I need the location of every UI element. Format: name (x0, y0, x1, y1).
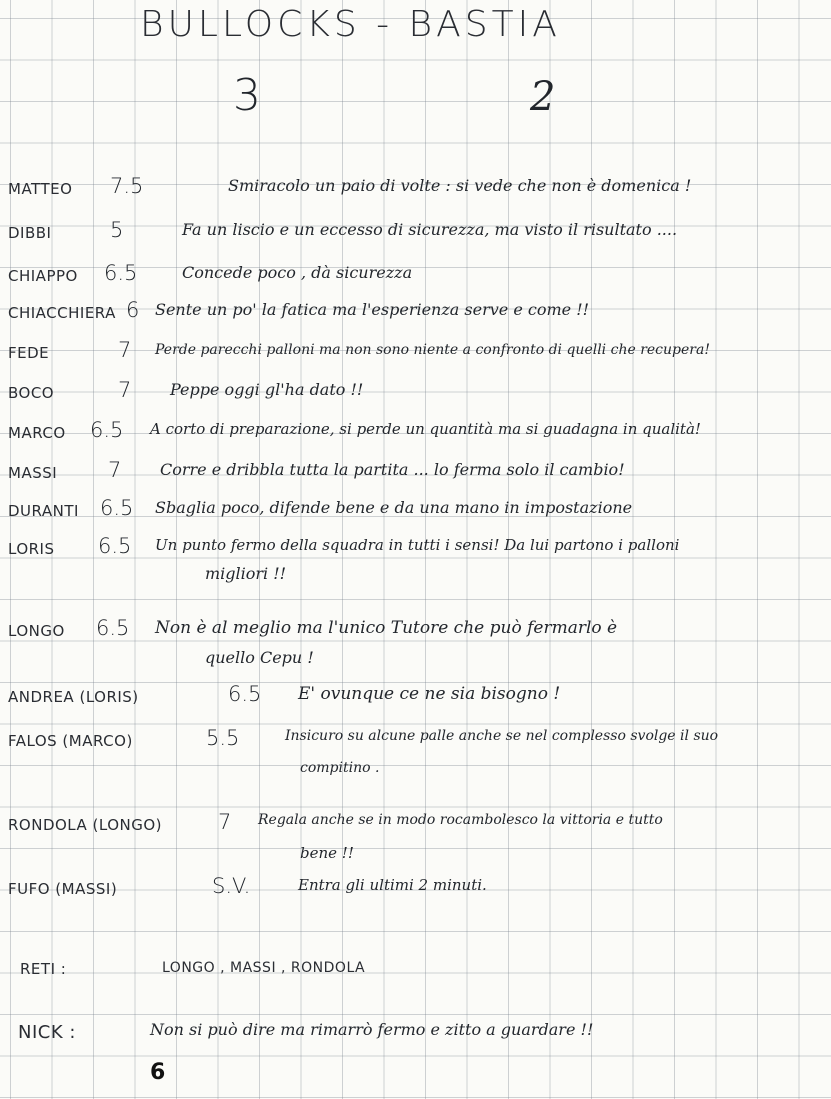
player-comment: Perde parecchi palloni ma non sono niente a confronto di quelli che recupera! (155, 342, 710, 358)
player-vote: S.V. (212, 874, 251, 898)
nick-row (0, 1012, 831, 1052)
player-comment: Insicuro su alcune palle anche se nel complesso svolge il suo (285, 728, 719, 744)
rating-row (0, 676, 831, 716)
player-vote: 7 (108, 458, 122, 482)
goal-scorers: LONGO , MASSI , RONDOLA (162, 960, 366, 976)
rating-row (0, 332, 831, 372)
goals-row (0, 948, 831, 988)
rating-row (0, 490, 831, 530)
player-name: DIBBI (8, 224, 52, 242)
player-comment-continued: migliori !! (205, 564, 287, 583)
player-name: FALOS (MARCO) (8, 732, 133, 750)
player-name: CHIACCHIERA (8, 304, 116, 322)
goals-label: RETI : (20, 960, 67, 978)
player-name: DURANTI (8, 502, 79, 520)
rating-row (0, 292, 831, 332)
player-vote: 7 (118, 338, 132, 362)
player-name: BOCO (8, 384, 55, 402)
rating-row (0, 452, 831, 492)
player-comment: Regala anche se in modo rocambolesco la vittoria e tutto (258, 812, 663, 828)
player-name: MARCO (8, 424, 66, 442)
player-name: MASSI (8, 464, 58, 482)
player-name: CHIAPPO (8, 267, 78, 285)
player-comment-continued: compitino . (300, 760, 380, 776)
player-vote: 6.5 (90, 418, 124, 442)
player-vote: 6.5 (228, 682, 262, 706)
home-score: 3 (233, 70, 261, 121)
rating-row (0, 528, 831, 583)
player-comment: Peppe oggi gl'ha dato !! (170, 380, 364, 399)
player-comment: Smiracolo un paio di volte : si vede che non è domenica ! (228, 176, 692, 195)
player-comment: Entra gli ultimi 2 minuti. (298, 876, 487, 894)
player-vote: 6.5 (96, 616, 130, 640)
rating-row (0, 412, 831, 452)
rating-row (0, 255, 831, 295)
player-comment: A corto di preparazione, si perde un quantità ma si guadagna in qualità! (150, 420, 701, 438)
rating-row (0, 868, 831, 908)
rating-row (0, 372, 831, 412)
rating-row (0, 720, 831, 776)
player-name: MATTEO (8, 180, 73, 198)
player-comment: Concede poco , dà sicurezza (182, 263, 413, 282)
player-vote: 7 (218, 810, 232, 834)
player-comment-continued: quello Cepu ! (205, 648, 314, 667)
player-comment-continued: bene !! (300, 844, 354, 862)
rating-row (0, 804, 831, 862)
player-comment: Un punto fermo della squadra in tutti i sensi! Da lui partono i palloni (155, 536, 680, 554)
match-title: BULLOCKS - BASTIA (140, 4, 561, 45)
player-comment: Fa un liscio e un eccesso di sicurezza, ma visto il risultato .... (182, 220, 678, 239)
player-comment: Non è al meglio ma l'unico Tutore che può fermarlo è (155, 618, 618, 638)
rating-row (0, 212, 831, 252)
corner-mark: 6 (150, 1060, 166, 1085)
player-comment: E' ovunque ce ne sia bisogno ! (298, 684, 561, 704)
nick-comment: Non si può dire ma rimarrò fermo e zitto a guardare !! (150, 1020, 594, 1039)
player-name: FUFO (MASSI) (8, 880, 118, 898)
player-vote: 7.5 (110, 174, 144, 198)
player-vote: 6.5 (98, 534, 132, 558)
player-comment: Sente un po' la fatica ma l'esperienza serve e come !! (155, 300, 590, 319)
player-vote: 6.5 (104, 261, 138, 285)
rating-row (0, 168, 831, 208)
player-name: ANDREA (LORIS) (8, 688, 139, 706)
player-vote: 5.5 (206, 726, 240, 750)
player-vote: 6.5 (100, 496, 134, 520)
rating-row (0, 610, 831, 667)
player-comment: Corre e dribbla tutta la partita ... lo ferma solo il cambio! (160, 460, 625, 479)
nick-label: NICK : (18, 1022, 76, 1043)
player-vote: 5 (110, 218, 124, 242)
player-vote: 7 (118, 378, 132, 402)
player-vote: 6 (126, 298, 140, 322)
player-name: RONDOLA (LONGO) (8, 816, 163, 834)
player-comment: Sbaglia poco, difende bene e da una mano in impostazione (155, 498, 633, 517)
player-name: LORIS (8, 540, 55, 558)
away-score: 2 (530, 74, 556, 120)
player-name: FEDE (8, 344, 50, 362)
player-name: LONGO (8, 622, 65, 640)
